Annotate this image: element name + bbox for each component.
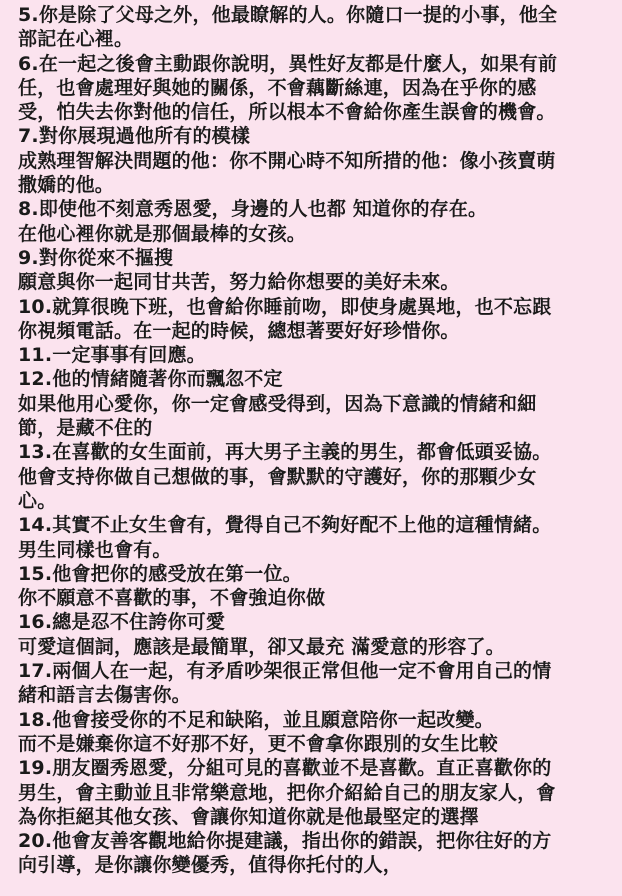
text-line: 9.對你從來不摳搜 <box>18 246 174 269</box>
text-line: 10.就算很晚下班，也會給你睡前吻，即使身處異地，也不忘跟 <box>18 295 552 318</box>
text-line: 任，也會處理好與她的關係，不會藕斷絲連，因為在乎你的感 <box>18 76 537 99</box>
text-line: 11.一定事事有回應。 <box>18 344 206 367</box>
text-line: 向引導，是你讓你變優秀，值得你托付的人， <box>18 854 403 877</box>
text-line: 14.其實不止女生會有，覺得自己不夠好配不上他的這種情緒。 <box>18 514 552 537</box>
text-line: 男生，會主動並且非常樂意地，把你介紹給自己的朋友家人，會 <box>18 781 556 804</box>
text-line: 8.即使他不刻意秀恩愛，身邊的人也都 知道你的存在。 <box>18 198 488 221</box>
text-line: 20.他會友善客觀地給你提建議，指出你的錯誤，把你往好的方 <box>18 830 552 853</box>
text-line: 緒和語言去傷害你。 <box>18 684 191 707</box>
text-line: 部記在心裡。 <box>18 28 134 51</box>
text-line: 5.你是除了父母之外，他最瞭解的人。你隨口一提的小事，他全 <box>18 4 558 26</box>
text-line: 男生同樣也會有。 <box>18 538 172 561</box>
text-line: 18.他會接受你的不足和缺陷，並且願意陪你一起改變。 <box>18 708 494 731</box>
text-line: 為你拒絕其他女孩、會讓你知道你就是他最堅定的選擇 <box>18 805 479 828</box>
text-line: 成熟理智解決問題的他：你不開心時不知所措的他：像小孩賣萌 <box>18 149 556 172</box>
text-line: 如果他用心愛你，你一定會感受得到，因為下意識的情緒和細 <box>18 392 537 415</box>
text-line: 15.他會把你的感受放在第一位。 <box>18 562 302 585</box>
text-line: 在他心裡你就是那個最棒的女孩。 <box>18 222 307 245</box>
text-line: 受，怕失去你對他的信任，所以根本不會給你產生誤會的機會。 <box>18 101 556 124</box>
text-line: 而不是嫌棄你這不好那不好，更不會拿你跟別的女生比較 <box>18 732 499 755</box>
text-line: 願意與你一起同甘共苦，努力給你想要的美好未來。 <box>18 271 460 294</box>
text-line: 19.朋友圈秀恩愛，分組可見的喜歡並不是喜歡。直正喜歡你的 <box>18 757 552 780</box>
text-line: 他會支持你做自己想做的事，會默默的守護好，你的那顆少女 <box>18 465 537 488</box>
text-line: 撒嬌的他。 <box>18 174 115 197</box>
text-line: 節，是藏不住的 <box>18 417 153 440</box>
text-line: 7.對你展現過他所有的模樣 <box>18 125 251 148</box>
text-line: 16.總是忍不住誇你可愛 <box>18 611 226 634</box>
text-line: 可愛這個詞，應該是最簡單，卻又最充 滿愛意的形容了。 <box>18 635 505 658</box>
text-line: 17.兩個人在一起，有矛盾吵架很正常但他一定不會用自己的情 <box>18 660 552 683</box>
text-line: 12.他的情緒隨著你而飄忽不定 <box>18 368 283 391</box>
text-line: 6.在一起之後會主動跟你說明，異性好友都是什麼人，如果有前 <box>18 52 558 75</box>
text-line: 你不願意不喜歡的事，不會強迫你做 <box>18 587 326 610</box>
text-line: 你視頻電話。在一起的時候，總想著要好好珍惜你。 <box>18 319 460 342</box>
text-line: 心。 <box>18 489 57 512</box>
text-line: 13.在喜歡的女生面前，再大男子主義的男生，都會低頭妥協。 <box>18 441 552 464</box>
